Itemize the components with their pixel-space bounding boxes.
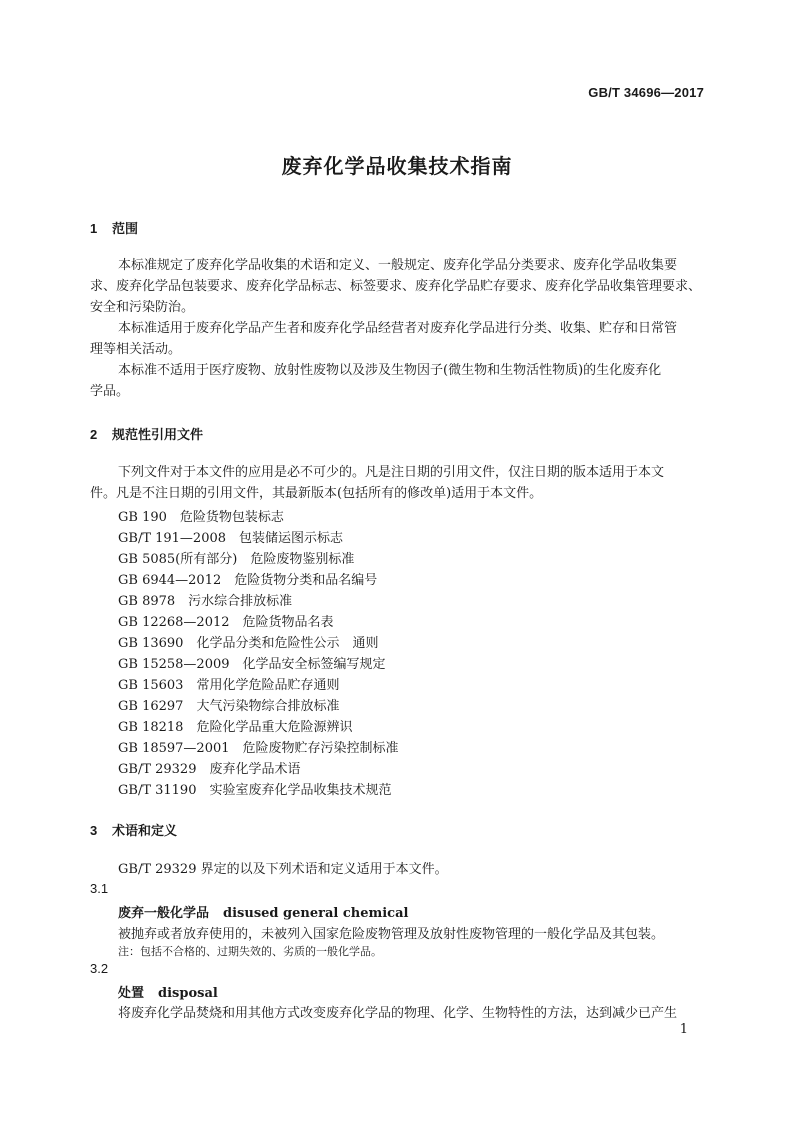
reference-item xyxy=(118,737,399,756)
paragraph-line: 本标准适用于废弃化学品产生者和废弃化学品经营者对废弃化学品进行分类、收集、贮存和日常管 xyxy=(118,321,678,336)
term-english: disposal xyxy=(158,986,218,1001)
standard-number: GB/T 34696—2017 xyxy=(588,85,704,100)
reference-item xyxy=(118,527,343,546)
reference-item xyxy=(118,653,386,672)
reference-code: GB 15603 xyxy=(118,678,184,693)
paragraph-line: 学品。 xyxy=(90,384,130,399)
paragraph-line: 安全和污染防治。 xyxy=(90,300,195,315)
section-2-heading xyxy=(90,424,203,443)
paragraph-line: 下列文件对于本文件的应用是必不可少的。凡是注日期的引用文件，仅注日期的版本适用于本文 xyxy=(118,465,665,480)
section-number: 2 xyxy=(90,427,98,442)
term-definition: 将废弃化学品焚烧和用其他方式改变废弃化学品的物理、化学、生物特性的方法，达到减少已产生 xyxy=(118,1006,678,1021)
reference-code: GB 5085(所有部分) xyxy=(118,552,238,567)
section-2-intro xyxy=(90,462,704,504)
page-number: 1 xyxy=(679,1022,688,1037)
reference-title: 化学品安全标签编写规定 xyxy=(242,657,386,672)
reference-item xyxy=(118,779,392,798)
term-definition: 被抛弃或者放弃使用的，未被列入国家危险废物管理及放射性废物管理的一般化学品及其包装。 xyxy=(118,927,665,942)
paragraph-line: 件。凡是不注日期的引用文件，其最新版本(包括所有的修改单)适用于本文件。 xyxy=(90,486,543,501)
term-english: disused general chemical xyxy=(223,906,409,921)
reference-item xyxy=(118,590,292,609)
reference-title: 包装储运图示标志 xyxy=(239,531,344,546)
reference-code: GB 15258—2009 xyxy=(118,657,230,672)
reference-code: GB 12268—2012 xyxy=(118,615,230,630)
term-number: 3.1 xyxy=(90,881,109,896)
reference-code: GB/T 29329 xyxy=(118,762,197,777)
reference-title: 废弃化学品术语 xyxy=(209,762,301,777)
section-1-heading xyxy=(90,218,138,237)
reference-item xyxy=(118,611,334,630)
reference-code: GB 18597—2001 xyxy=(118,741,230,756)
term-chinese: 废弃一般化学品 xyxy=(118,905,210,920)
reference-title: 常用化学危险品贮存通则 xyxy=(196,678,340,693)
term-heading xyxy=(118,902,408,921)
reference-title: 危险废物贮存污染控制标准 xyxy=(242,741,399,756)
term-number: 3.2 xyxy=(90,961,109,976)
reference-code: GB 190 xyxy=(118,510,167,525)
reference-code: GB 13690 xyxy=(118,636,184,651)
paragraph-line: 本标准规定了废弃化学品收集的术语和定义、一般规定、废弃化学品分类要求、废弃化学品收集要 xyxy=(118,258,678,273)
term-chinese: 处置 xyxy=(118,985,145,1000)
reference-item xyxy=(118,716,352,735)
reference-code: GB/T 191—2008 xyxy=(118,531,227,546)
section-3-intro: GB/T 29329 界定的以及下列术语和定义适用于本文件。 xyxy=(118,862,448,877)
reference-item xyxy=(118,569,377,588)
section-title: 规范性引用文件 xyxy=(112,427,204,442)
reference-item xyxy=(118,632,378,651)
section-1-paragraph-1 xyxy=(90,255,704,318)
term-heading xyxy=(118,982,218,1001)
term-note: 注：包括不合格的、过期失效的、劣质的一般化学品。 xyxy=(118,945,382,958)
section-3-heading xyxy=(90,820,177,839)
reference-title: 实验室废弃化学品收集技术规范 xyxy=(209,783,392,798)
reference-title: 危险废物鉴别标准 xyxy=(250,552,355,567)
paragraph-line: 理等相关活动。 xyxy=(90,342,182,357)
paragraph-line: 本标准不适用于医疗废物、放射性废物以及涉及生物因子(微生物和生物活性物质)的生化废弃化 xyxy=(118,363,662,378)
section-title: 范围 xyxy=(112,221,139,236)
reference-title: 污水综合排放标准 xyxy=(188,594,293,609)
reference-title: 化学品分类和危险性公示 通则 xyxy=(196,636,379,651)
reference-code: GB 18218 xyxy=(118,720,184,735)
reference-title: 危险货物包装标志 xyxy=(179,510,284,525)
section-number: 1 xyxy=(90,221,98,236)
reference-title: 危险货物品名表 xyxy=(242,615,334,630)
reference-item xyxy=(118,674,339,693)
document-title: 废弃化学品收集技术指南 xyxy=(281,156,513,178)
reference-code: GB 16297 xyxy=(118,699,184,714)
reference-code: GB 6944—2012 xyxy=(118,573,222,588)
section-number: 3 xyxy=(90,823,98,838)
reference-item xyxy=(118,506,284,525)
reference-title: 危险货物分类和品名编号 xyxy=(234,573,378,588)
paragraph-line: 求、废弃化学品包装要求、废弃化学品标志、标签要求、废弃化学品贮存要求、废弃化学品收集管理要求、 xyxy=(90,279,702,294)
section-1-paragraph-2 xyxy=(90,318,704,360)
reference-item xyxy=(118,548,354,567)
reference-code: GB 8978 xyxy=(118,594,176,609)
section-title: 术语和定义 xyxy=(112,823,178,838)
reference-item xyxy=(118,695,339,714)
section-1-paragraph-3 xyxy=(90,360,704,402)
reference-title: 危险化学品重大危险源辨识 xyxy=(196,720,353,735)
reference-title: 大气污染物综合排放标准 xyxy=(196,699,340,714)
reference-item xyxy=(118,758,301,777)
reference-code: GB/T 31190 xyxy=(118,783,197,798)
